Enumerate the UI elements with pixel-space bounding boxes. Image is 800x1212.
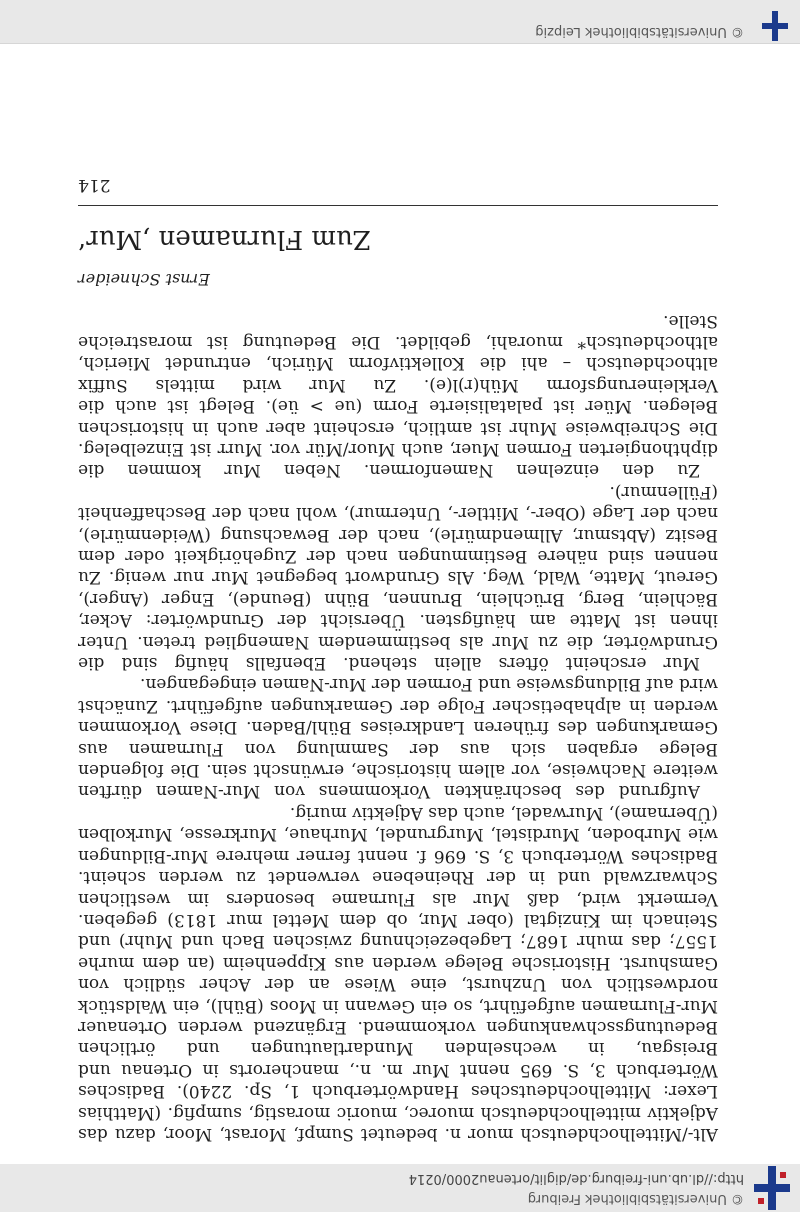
body-paragraph-3: Mur erscheint öfters allein stehend. Ebenfalls häufig sind die Grundwörter, die zu Mur als bestimmendem Namenglied treten. Unter ihnen ist Matte am häufigsten. Übersicht der Grundwörter: Acker, Bächlein, Berg, Brüchlein, Brunnen, Bühn (Beunde), Enger (Anger), Gereut, Matte, Wald, Weg. Als Grundwort begegnet Mur nur wenig. Zu nennen sind nähere Bestimmungen nach der Zugehörigkeit oder dem Besitz (Abtsmur, Allmendmürle), nach der Bewachsung (Weidenmürle), nach der Lage (Ober-, Mittler-, Untermur), wohl nach der Beschaffenheit (Füllenmur). xyxy=(78,481,718,674)
viewer-header-bar xyxy=(0,1163,800,1212)
library-credit: © Universitätsbibliothek Freiburg xyxy=(527,1191,744,1206)
leipzig-logo-icon xyxy=(760,11,790,41)
article-title: Zum Flurnamen ‚Mur‘ xyxy=(78,224,371,255)
article-author: Ernst Schneider xyxy=(78,270,210,290)
body-paragraph-2: Aufgrund des beschränkten Vorkommens von Mur-Namen dürften weitere Nachweise, vor allem historische, erwünscht sein. Die folgenden Belege ergaben sich aus der Sammlung von Flurnamen aus Gemarkungen des früheren Landkreises Bühl/Baden. Diese Vorkommen werden in alphabetischer Folge der Gemarkungen aufgeführt. Zunächst wird auf Bildungsweise und Formen der Mur-Namen eingegangen. xyxy=(78,674,718,802)
document-url[interactable]: http://dl.ub.uni-freiburg.de/diglit/ortenau2000/0214 xyxy=(408,1171,744,1186)
body-paragraph-1: Alt-/Mittelhochdeutsch muor n. bedeutet Sumpf, Morast, Moor, dazu das Adjektiv mittelhochdeutsch muorec, muoric morastig, sumpfig. (Matthias Lexer: Mittelhochdeutsches Handwörterbuch 1, Sp. 2240). Badisches Wörterbuch 3, S. 695 nennt Mur m. n., mancherorts in Ortenau und Breisgau, in wechselnden Mundartlautungen und örtlichen Bedeutungsschwankungen vorkommend. Ergänzend werden Ortenauer Mur-Flurnamen aufgeführt, so ein Gewann in Moos (Bühl), ein Waldstück nordwestlich von Unzhurst, eine Wiese an der Acher südlich von Gamshurst. Historische Belege werden aus Kippenheim (an dem murhe 1557; das muhr 1687; Lagebezeichnung zwischen Bach und Muhr) und Steinach im Kinzigtal (ober Mur, ob dem Mettel mur 1813) gegeben. Vermerkt wird, daß Mur als Flurname besonders im westlichen Schwarzwald und in der Rheinebene verwendet zu werden scheint. Badisches Wörterbuch 3, S. 696 f. nennt ferner mehrere Mur-Bildungen wie Murboden, Murdistel, Murgrundel, Murhaue, Murkresse, Murkolben (Übername), Murwadel, auch das Adjektiv murig. xyxy=(78,802,718,1144)
header-rule xyxy=(78,205,718,206)
university-logo-icon xyxy=(750,1166,794,1210)
partial-credit: © Universitätsbibliothek Leipzig xyxy=(535,24,744,39)
body-paragraph-4: Zu den einzelnen Namenformen. Neben Mur kommen die diphthongierten Formen Muer, auch Muor/Mür vor. Murr ist Einzelbeleg. Die Schreibweise Muhr ist amtlich, erscheint aber auch in historischen Belegen. Müer ist palatalisierte Form (ue > üe). Belegt ist auch die Verkleinerungsform Müh(r)l(e). Zu Mur wird mittels Suffix althochdeutsch – ahi die Kollektivform Mürich, entrundet Mierich, althochdeutsch* muorahi, gebildet. Die Bedeutung ist morastreiche Stelle. xyxy=(78,310,718,481)
viewer-footer-bar xyxy=(0,0,800,44)
page-number: 214 xyxy=(78,175,111,196)
scanned-page xyxy=(0,44,800,1164)
page-content xyxy=(78,175,718,1144)
